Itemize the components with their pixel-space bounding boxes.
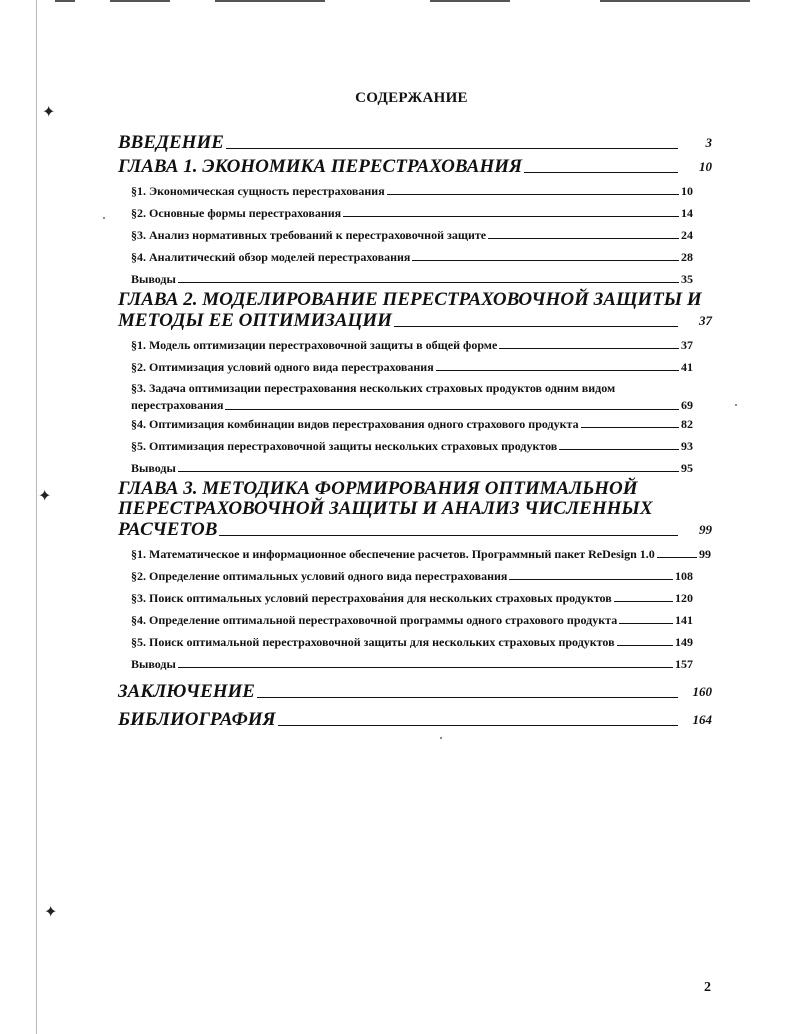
scan-speck	[103, 217, 105, 219]
toc-page-number: 35	[681, 271, 693, 286]
toc-page-number: 3	[705, 135, 712, 150]
toc-section-label: §3. Анализ нормативных требований к перестраховочной защите	[131, 227, 487, 242]
toc-entry-intro	[118, 130, 712, 154]
toc-entry-chapter-2	[118, 290, 712, 332]
leader-line	[394, 326, 678, 327]
leader-line	[219, 535, 678, 536]
leader-line	[509, 579, 673, 580]
toc-page-number: 157	[675, 656, 693, 671]
toc-section	[131, 246, 693, 268]
leader-line	[617, 645, 673, 646]
toc-section-line	[131, 396, 693, 413]
toc-section	[131, 435, 693, 457]
toc-section	[131, 587, 693, 609]
toc-page-number: 14	[681, 205, 693, 220]
toc-section-label: §4. Аналитический обзор моделей перестрахования	[131, 249, 411, 264]
binding-hole-mark: ✦	[44, 902, 58, 921]
toc-page-number: 37	[681, 337, 693, 352]
toc-page-number: 37	[699, 313, 712, 328]
leader-line	[387, 194, 679, 195]
toc-page-number: 82	[681, 416, 693, 431]
toc-entry-label: БИБЛИОГРАФИЯ	[118, 709, 276, 730]
scan-speck	[735, 404, 737, 406]
scan-top-mark	[600, 0, 750, 2]
toc-section-label: §3. Задача оптимизации перестрахования нескольких страховых продуктов одним видом	[131, 381, 616, 395]
leader-line	[278, 725, 678, 726]
toc-section	[131, 334, 693, 356]
toc-page-number: 108	[675, 568, 693, 583]
toc-page-number: 141	[675, 612, 693, 627]
leader-line	[257, 697, 678, 698]
toc-section	[131, 224, 693, 246]
toc-page-number: 120	[675, 590, 693, 605]
toc-entry-label: МЕТОДЫ ЕЕ ОПТИМИЗАЦИИ	[118, 310, 392, 331]
leader-line	[178, 282, 679, 283]
leader-line	[559, 449, 679, 450]
toc-section-label: §5. Поиск оптимальной перестраховочной защиты для нескольких страховых продуктов	[131, 634, 615, 649]
toc-section	[131, 202, 693, 224]
toc-page-number: 99	[699, 546, 711, 561]
toc-entry-label: ГЛАВА 2. МОДЕЛИРОВАНИЕ ПЕРЕСТРАХОВОЧНОЙ ЗАЩИТЫ И	[118, 289, 702, 310]
toc-entry-chapter-3	[118, 479, 712, 541]
toc-page-number: 41	[681, 359, 693, 374]
toc-section-label: §2. Оптимизация условий одного вида перестрахования	[131, 359, 434, 374]
toc-page-number: 28	[681, 249, 693, 264]
toc-section-label: перестрахования	[131, 398, 224, 412]
toc-page-number: 69	[681, 398, 693, 412]
toc-page-number: 95	[681, 460, 693, 475]
page-title: СОДЕРЖАНИЕ	[355, 90, 468, 106]
toc-section-label: Выводы	[131, 656, 176, 671]
toc-section-label: §3. Поиск оптимальных условий перестрахования для нескольких страховых продуктов	[131, 590, 612, 605]
leader-line	[225, 409, 679, 410]
toc-section	[131, 609, 693, 631]
scan-top-mark	[215, 0, 325, 2]
toc-entry-label: ГЛАВА 3. МЕТОДИКА ФОРМИРОВАНИЯ ОПТИМАЛЬНОЙ	[118, 478, 638, 499]
toc-page-number: 99	[699, 522, 712, 537]
leader-line	[343, 216, 679, 217]
leader-line	[524, 172, 678, 173]
toc-section-label: §4. Оптимизация комбинации видов перестрахования одного страхового продукта	[131, 416, 579, 431]
leader-line	[412, 260, 679, 261]
toc-section-label: §1. Экономическая сущность перестрахования	[131, 183, 385, 198]
toc-section	[131, 653, 693, 675]
leader-line	[226, 148, 678, 149]
toc-entry-label: ЗАКЛЮЧЕНИЕ	[118, 681, 255, 702]
toc-page-number: 164	[692, 712, 712, 727]
toc-page-number: 10	[681, 183, 693, 198]
leader-line	[178, 667, 673, 668]
toc-section	[131, 268, 693, 290]
toc-entry-conclusion	[118, 679, 712, 703]
toc-page-number: 160	[692, 684, 712, 699]
toc-section	[131, 356, 693, 378]
toc-section	[131, 565, 693, 587]
leader-line	[436, 370, 679, 371]
toc-page-number: 149	[675, 634, 693, 649]
toc-entry-bibliography	[118, 707, 712, 731]
scan-margin-line	[36, 0, 37, 1034]
page-number: 2	[704, 980, 711, 995]
toc-section-label: §5. Оптимизация перестраховочной защиты нескольких страховых продуктов	[131, 438, 558, 453]
toc-page-number: 93	[681, 438, 693, 453]
toc-section-label: §1. Математическое и информационное обеспечение расчетов. Программный пакет ReDesign 1.0	[131, 546, 655, 561]
leader-line	[178, 471, 679, 472]
leader-line	[619, 623, 673, 624]
binding-hole-mark: ✦	[42, 102, 56, 121]
toc-entry-label: ВВЕДЕНИЕ	[118, 132, 224, 153]
toc-entry-chapter-1	[118, 154, 712, 178]
toc-section-label: §4. Определение оптимальной перестраховочной программы одного страхового продукта	[131, 612, 618, 627]
toc-section	[131, 378, 693, 413]
toc-entry-line	[118, 310, 712, 332]
table-of-contents	[118, 130, 712, 731]
leader-line	[581, 427, 679, 428]
toc-entry-label: ПЕРЕСТРАХОВОЧНОЙ ЗАЩИТЫ И АНАЛИЗ ЧИСЛЕННЫХ	[118, 498, 653, 519]
toc-page-number: 10	[699, 159, 712, 174]
toc-section	[131, 457, 693, 479]
scan-speck	[440, 737, 442, 739]
scan-top-mark	[430, 0, 510, 2]
scan-top-mark	[110, 0, 170, 2]
toc-section	[131, 631, 693, 653]
toc-entry-label: ГЛАВА 1. ЭКОНОМИКА ПЕРЕСТРАХОВАНИЯ	[118, 156, 523, 177]
toc-section-label: §1. Модель оптимизации перестраховочной защиты в общей форме	[131, 337, 498, 352]
leader-line	[488, 238, 679, 239]
toc-section-label: Выводы	[131, 271, 176, 286]
toc-section-label: Выводы	[131, 460, 176, 475]
toc-entry-label: РАСЧЕТОВ	[118, 519, 218, 540]
toc-section	[131, 543, 711, 565]
leader-line	[614, 601, 673, 602]
toc-entry-line	[118, 519, 712, 541]
toc-page-number: 24	[681, 227, 693, 242]
binding-hole-mark: ✦	[38, 486, 52, 505]
toc-section	[131, 180, 693, 202]
scan-top-mark	[55, 0, 75, 2]
leader-line	[657, 557, 697, 558]
leader-line	[499, 348, 679, 349]
toc-section-label: §2. Определение оптимальных условий одного вида перестрахования	[131, 568, 508, 583]
toc-section-label: §2. Основные формы перестрахования	[131, 205, 342, 220]
toc-section	[131, 413, 693, 435]
